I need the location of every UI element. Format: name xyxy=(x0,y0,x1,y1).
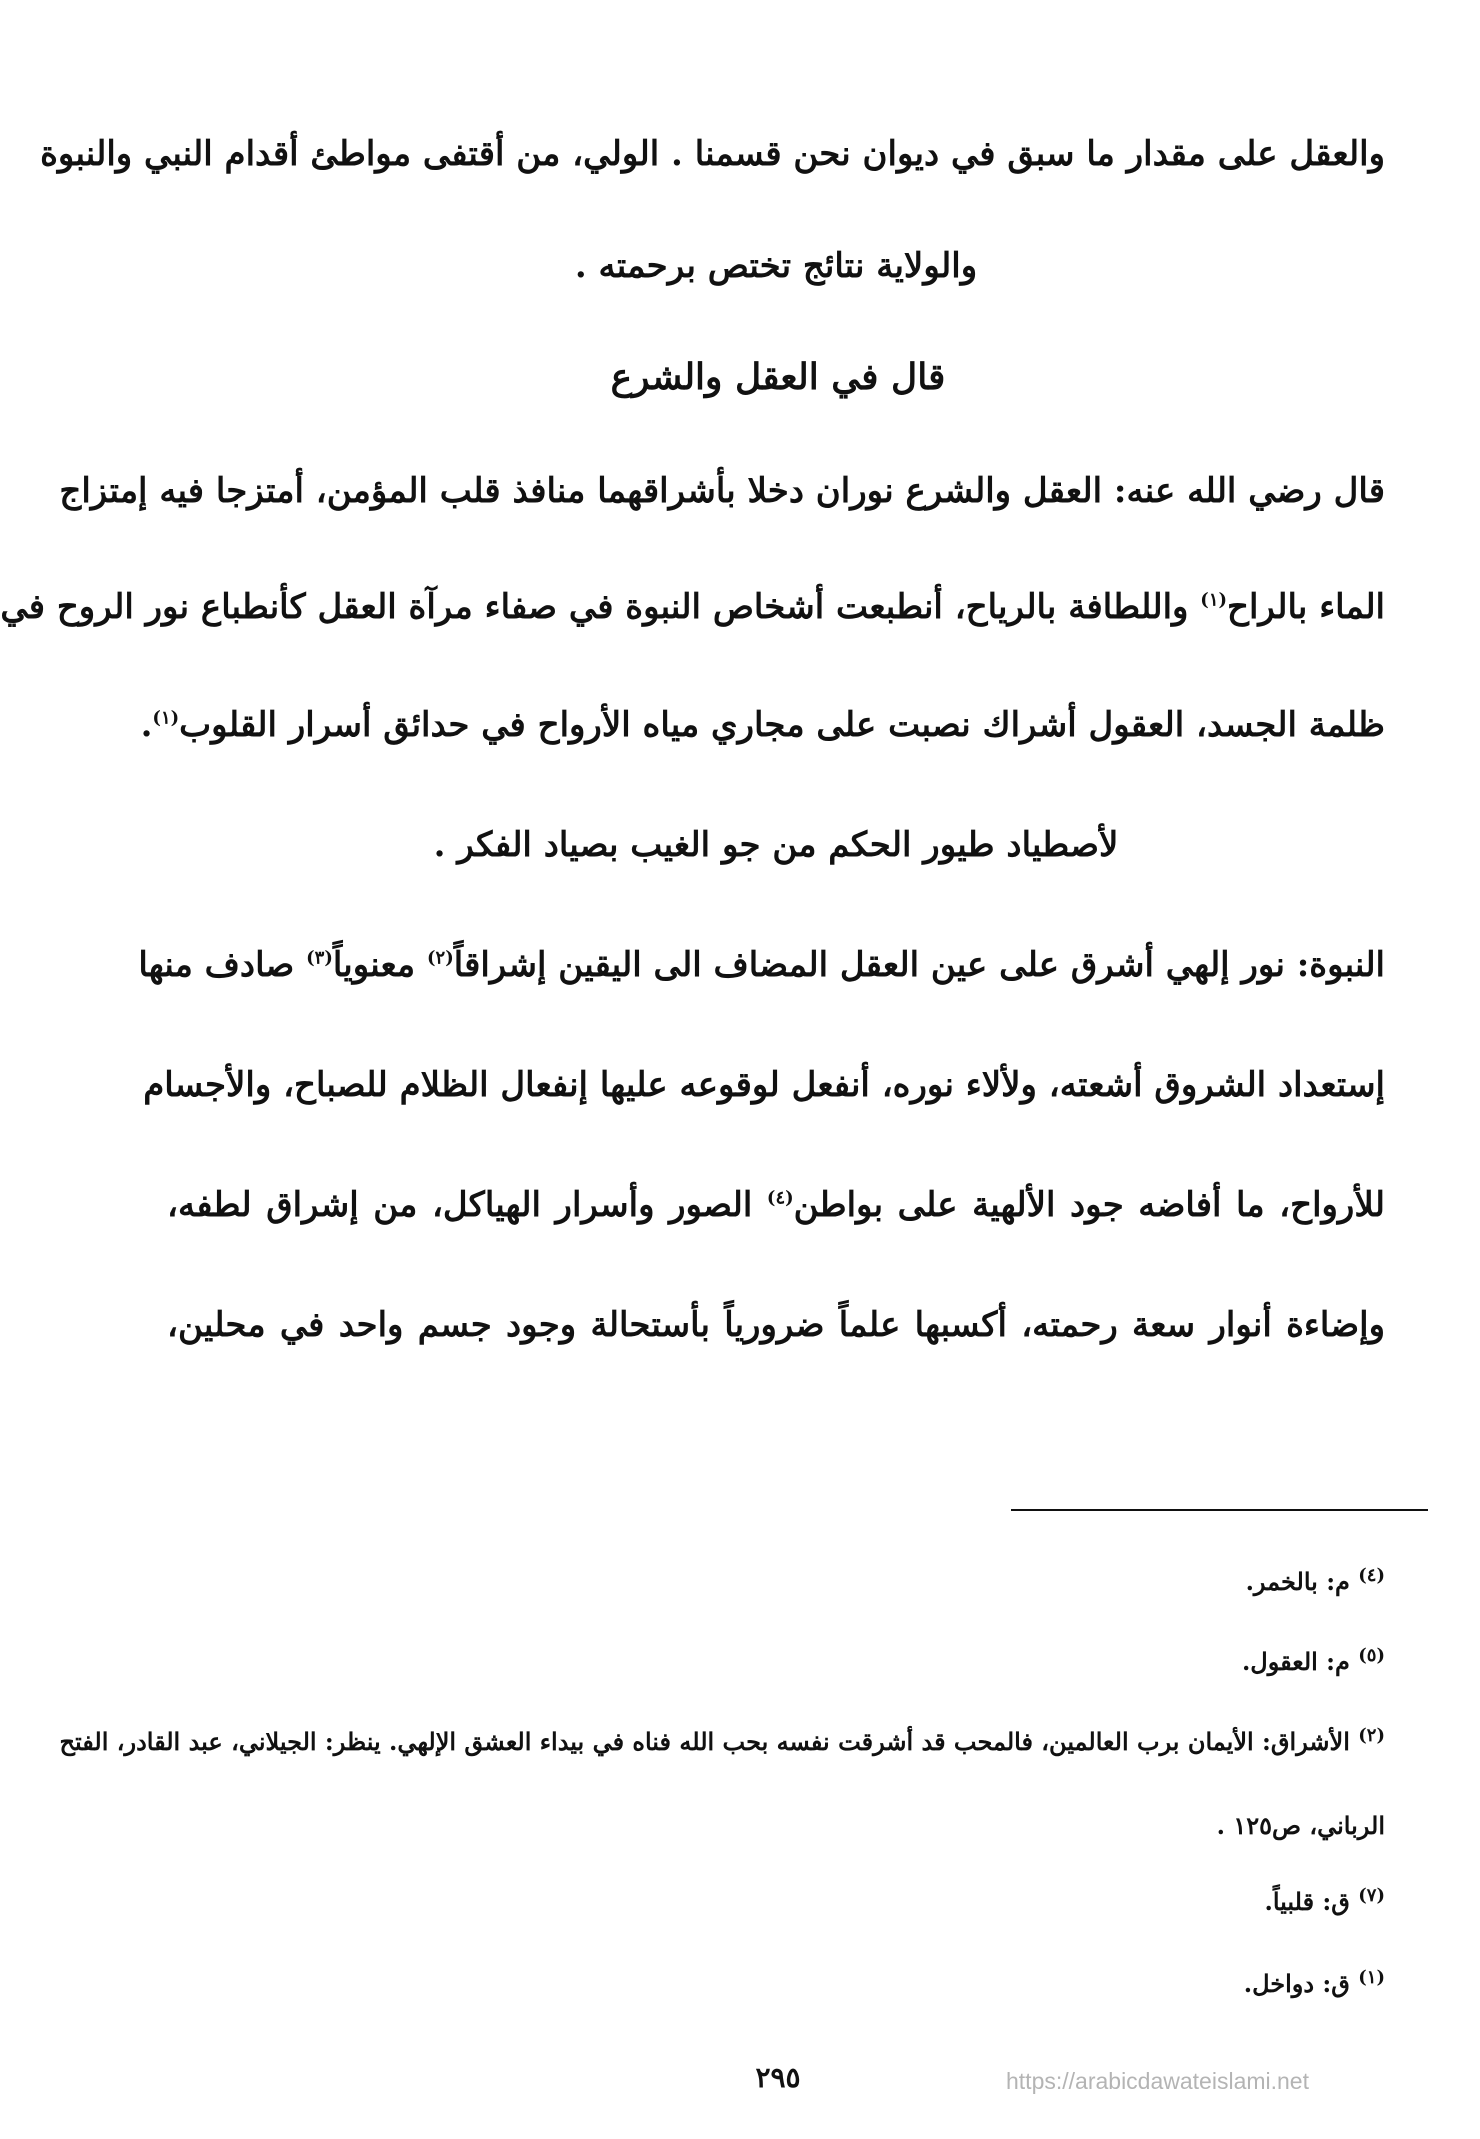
footnote-ref[interactable]: (٣) xyxy=(306,947,333,969)
footnote-marker: (٤) xyxy=(1358,1565,1385,1586)
footnote-marker: (٥) xyxy=(1358,1645,1385,1666)
body-line-9-part-b: الصور وأسرار الهياكل، من إشراق لطفه، xyxy=(167,1185,767,1225)
footnote-5 xyxy=(167,1962,1385,2006)
body-line-5-part-b: . xyxy=(140,705,153,745)
body-line-3: قال رضي الله عنه: العقل والشرع نوران دخلا بأشراقهما منافذ قلب المؤمن، أمتزجا فيه إمتزاج xyxy=(59,471,1385,511)
body-line-5-part-a: ظلمة الجسد، العقول أشراك نصبت على مجاري مياه الأرواح في حدائق أسرار القلوب xyxy=(179,705,1385,745)
footnote-2 xyxy=(167,1640,1385,1684)
footnote-divider xyxy=(1011,1509,1428,1511)
body-line-7-part-c: صادف منها xyxy=(138,945,307,985)
body-line-10: وإضاءة أنوار سعة رحمته، أكسبها علماً ضرورياً بأستحالة وجود جسم واحد في محلين، xyxy=(167,1305,1385,1345)
footnote-marker: (١) xyxy=(1358,1967,1385,1988)
footnote-ref[interactable]: (٢) xyxy=(426,947,454,969)
footnote-3-continuation: الرباني، ص١٢٥ . xyxy=(1216,1811,1385,1840)
page-number: ٢٩٥ xyxy=(755,2061,801,2094)
body-line-4-part-b: واللطافة بالرياح، أنطبعت أشخاص النبوة في صفاء مرآة العقل كأنطباع نور الروح في xyxy=(0,587,1201,627)
body-line-7-part-b: معنوياً xyxy=(332,945,427,985)
footnote-ref[interactable]: (١) xyxy=(152,707,180,729)
section-heading: قال في العقل والشرع xyxy=(610,356,946,398)
footnote-text: ق: دواخل. xyxy=(1243,1969,1359,1998)
source-watermark[interactable]: https://arabicdawateislami.net xyxy=(1006,2068,1309,2094)
body-line-1: والعقل على مقدار ما سبق في ديوان نحن قسمنا . الولي، من أقتفى مواطئ أقدام النبي والنبوة xyxy=(40,134,1385,174)
body-line-7 xyxy=(138,935,1385,995)
body-line-4-part-a: الماء بالراح xyxy=(1227,587,1385,627)
footnote-marker: (٢) xyxy=(1358,1725,1385,1746)
footnote-3 xyxy=(59,1720,1385,1764)
body-line-9-part-a: للأرواح، ما أفاضه جود الألهية على بواطن xyxy=(793,1185,1386,1225)
footnote-marker: (٧) xyxy=(1358,1885,1385,1906)
footnote-ref[interactable]: (٤) xyxy=(766,1187,794,1209)
body-line-9 xyxy=(167,1175,1385,1235)
footnote-4 xyxy=(167,1880,1385,1924)
body-line-6: لأصطياد طيور الحكم من جو الغيب بصياد الفكر . xyxy=(433,825,1119,865)
footnote-text: م: العقول. xyxy=(1241,1647,1359,1676)
body-line-8: إستعداد الشروق أشعته، ولألاء نوره، أنفعل لوقوعه عليها إنفعال الظلام للصباح، والأجسام xyxy=(143,1065,1385,1105)
body-line-5 xyxy=(140,695,1385,755)
footnote-text: م: بالخمر. xyxy=(1245,1567,1359,1596)
footnote-text: الأشراق: الأيمان برب العالمين، فالمحب قد أشرقت نفسه بحب الله فناه في بيداء العشق الإلهي. ينظر: الجيلاني، عبد القادر، الفتح xyxy=(59,1727,1359,1756)
footnote-1 xyxy=(167,1560,1385,1604)
body-line-4 xyxy=(0,577,1385,637)
footnote-ref[interactable]: (١) xyxy=(1200,589,1228,611)
body-line-7-part-a: النبوة: نور إلهي أشرق على عين العقل المضاف الى اليقين إشراقاً xyxy=(453,945,1385,985)
footnote-text: ق: قلبياً. xyxy=(1264,1887,1359,1916)
body-line-2: والولاية نتائج تختص برحمته . xyxy=(574,246,978,286)
